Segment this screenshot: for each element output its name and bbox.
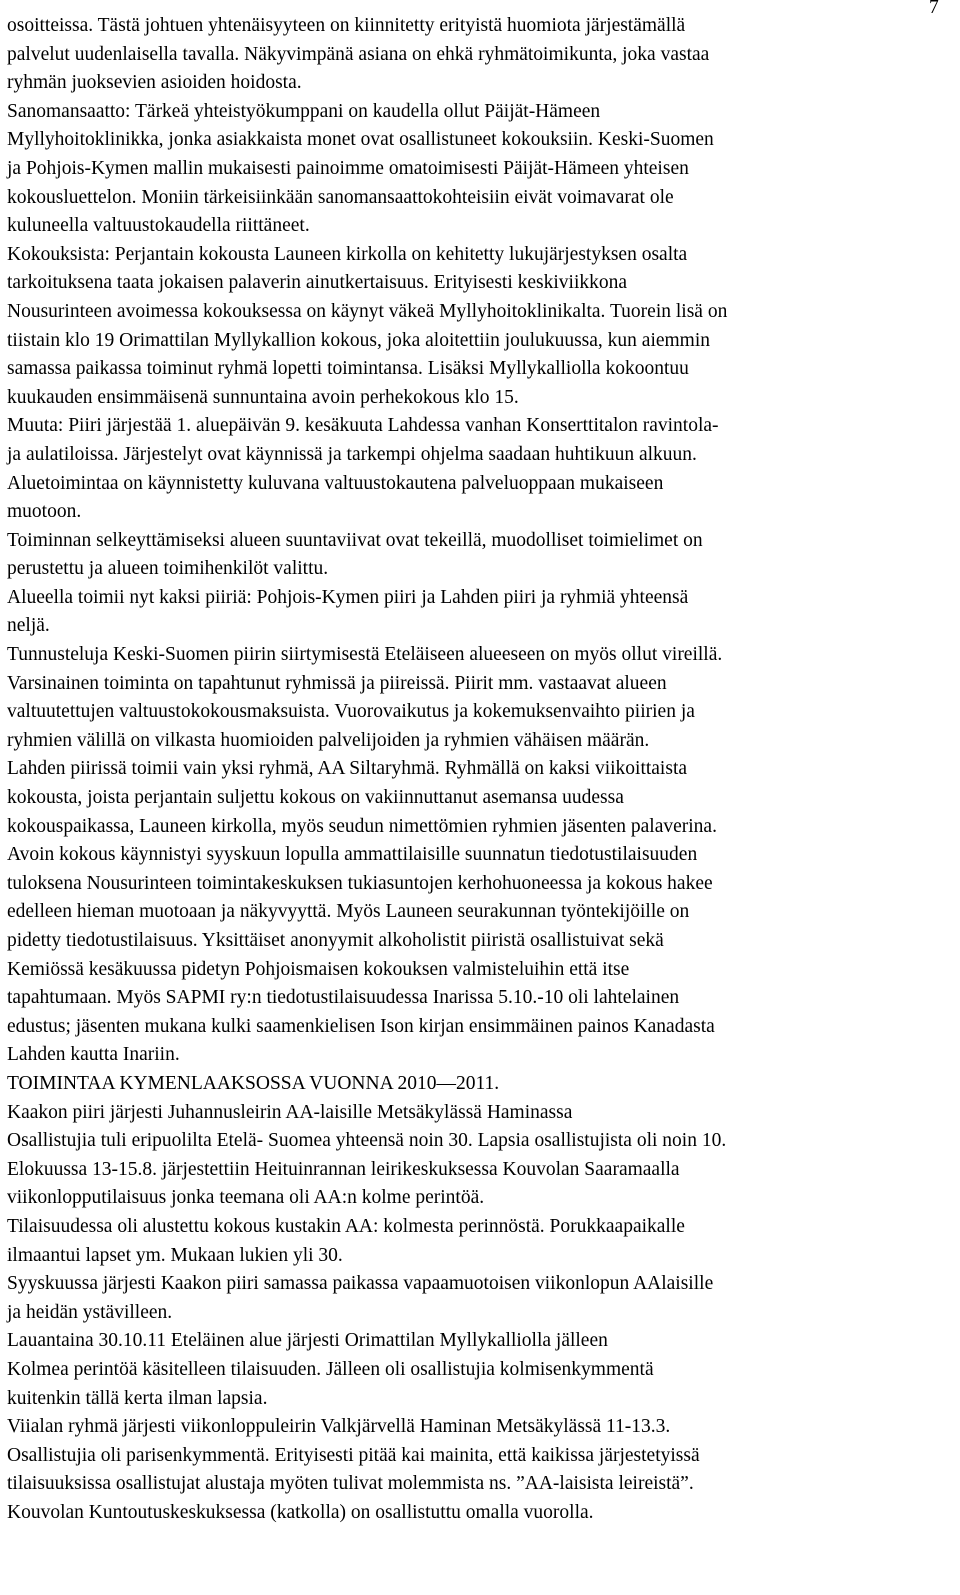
text-line: muotoon. <box>7 501 82 523</box>
text-line: Tilaisuudessa oli alustettu kokous kustakin AA: kolmesta perinnöstä. Porukkaapaikalle <box>7 1215 685 1237</box>
text-line: Osallistujia oli parisenkymmentä. Erityisesti pitää kai mainita, että kaikissa järjestetyissä <box>7 1444 700 1466</box>
text-line: palvelut uudenlaisella tavalla. Näkyvimpänä asiana on ehkä ryhmätoimikunta, joka vastaa <box>7 43 710 65</box>
text-line: Nousurinteen avoimessa kokouksessa on käynyt väkeä Myllyhoitoklinikalta. Tuorein lisä on <box>7 300 728 322</box>
text-line: viikonlopputilaisuus jonka teemana oli AA:n kolme perintöä. <box>7 1187 485 1209</box>
text-line: Aluetoimintaa on käynnistetty kuluvana valtuustokautena palveluoppaan mukaiseen <box>7 472 664 494</box>
text-line: samassa paikassa toiminut ryhmä lopetti toimintansa. Lisäksi Myllykalliolla kokoontuu <box>7 358 689 380</box>
text-line: Lahden piirissä toimii vain yksi ryhmä, AA Siltaryhmä. Ryhmällä on kaksi viikoittaista <box>7 758 688 780</box>
text-line: osoitteissa. Tästä johtuen yhtenäisyyteen on kiinnitetty erityistä huomiota järjestämällä <box>7 15 686 36</box>
text-line: tapahtumaan. Myös SAPMI ry:n tiedotustilaisuudessa Inarissa 5.10.-10 oli lahtelainen <box>7 987 680 1009</box>
text-line: Kolmea perintöä käsitelleen tilaisuuden. Jälleen oli osallistujia kolmisenkymmentä <box>7 1358 654 1380</box>
text-line: Toiminnan selkeyttämiseksi alueen suuntaviivat ovat tekeillä, muodolliset toimielimet on <box>7 529 703 551</box>
text-line: tuloksena Nousurinteen toimintakeskuksen tukiasuntojen kerhohuoneessa ja kokous hakee <box>7 872 713 894</box>
text-line: pidetty tiedotustilaisuus. Yksittäiset anonyymit alkoholistit piiristä osallistuivat sekä <box>7 930 664 951</box>
text-line: Lauantaina 30.10.11 Eteläinen alue järjesti Orimattilan Myllykalliolla jälleen <box>7 1330 608 1352</box>
text-line: valtuutettujen valtuustokokousmaksuista. Vuorovaikutus ja kokemuksenvaihto piirien ja <box>7 701 695 723</box>
text-line: Varsinainen toiminta on tapahtunut ryhmissä ja piireissä. Piirit mm. vastaavat alueen <box>7 672 667 694</box>
text-line: edelleen hieman muotoaan ja näkyvyyttä. Myös Launeen seurakunnan työntekijöille on <box>7 901 690 923</box>
text-line: ryhmän juoksevien asioiden hoidosta. <box>7 72 302 94</box>
text-line: tiistain klo 19 Orimattilan Myllykallion kokous, joka aloitettiin joulukuussa, kun aiemmin <box>7 329 711 351</box>
text-line: Kaakon piiri järjesti Juhannusleirin AA-laisille Metsäkylässä Haminassa <box>7 1101 573 1123</box>
text-line: Sanomansaatto: Tärkeä yhteistyökumppani on kaudella ollut Päijät-Hämeen <box>7 100 601 122</box>
document-body <box>7 12 727 1527</box>
text-line: Tunnusteluja Keski-Suomen piirin siirtymisestä Eteläiseen alueeseen on myös ollut vireillä. <box>7 644 723 666</box>
text-line: kokousluettelon. Moniin tärkeisiinkään sanomansaattokohteisiin eivät voimavarat ole <box>7 186 674 208</box>
text-line: perustettu ja alueen toimihenkilöt valittu. <box>7 558 329 580</box>
text-line: ilmaantui lapset ym. Mukaan lukien yli 30. <box>7 1244 343 1266</box>
text-line: ja heidän ystävilleen. <box>7 1301 173 1323</box>
text-line: ja aulatiloissa. Järjestelyt ovat käynnissä ja tarkempi ohjelma saadaan huhtikuun alkuun. <box>7 443 697 465</box>
text-line: edustus; jäsenten mukana kulki saamenkielisen Ison kirjan ensimmäinen painos Kanadasta <box>7 1015 715 1037</box>
text-line: kuluneella valtuustokaudella riittäneet. <box>7 215 310 237</box>
text-line: Muuta: Piiri järjestää 1. aluepäivän 9. kesäkuuta Lahdessa vanhan Konserttitalon ravintola- <box>7 415 719 437</box>
text-line: Lahden kautta Inariin. <box>7 1044 180 1066</box>
text-line: tarkoituksena taata jokaisen palaverin ainutkertaisuus. Erityisesti keskiviikkona <box>7 272 628 294</box>
text-line: Osallistujia tuli eripuolilta Etelä- Suomea yhteensä noin 30. Lapsia osallistujista oli noin 10. <box>7 1130 727 1152</box>
text-line: Elokuussa 13-15.8. järjestettiin Heituinrannan leirikeskuksessa Kouvolan Saaramaalla <box>7 1158 680 1180</box>
text-line: tilaisuuksissa osallistujat alustaja myöten tulivat molemmista ns. ”AA-laisista leireistä”. <box>7 1473 694 1495</box>
text-line: kokouspaikassa, Launeen kirkolla, myös seudun nimettömien ryhmien jäsenten palaverina. <box>7 815 717 837</box>
text-line: kokousta, joista perjantain suljettu kokous on vakiinnuttanut asemansa uudessa <box>7 787 624 809</box>
page-number: 7 <box>929 0 939 18</box>
text-line: ryhmien välillä on vilkasta huomioiden palvelijoiden ja ryhmien vähäisen määrän. <box>7 729 650 751</box>
text-line: Avoin kokous käynnistyi syyskuun lopulla ammattilaisille suunnatun tiedotustilaisuuden <box>7 844 698 866</box>
text-line: kuukauden ensimmäisenä sunnuntaina avoin perhekokous klo 15. <box>7 386 519 408</box>
text-line: kuitenkin tällä kerta ilman lapsia. <box>7 1387 268 1409</box>
text-line: Syyskuussa järjesti Kaakon piiri samassa paikassa vapaamuotoisen viikonlopun AAlaisille <box>7 1273 714 1295</box>
text-line: Myllyhoitoklinikka, jonka asiakkaista monet ovat osallistuneet kokouksiin. Keski-Suomen <box>7 129 714 151</box>
text-line: Viialan ryhmä järjesti viikonloppuleirin Valkjärvellä Haminan Metsäkylässä 11-13.3. <box>7 1416 671 1438</box>
text-line: ja Pohjois-Kymen mallin mukaisesti painoimme omatoimisesti Päijät-Hämeen yhteisen <box>7 157 689 179</box>
text-line: Kemiössä kesäkuussa pidetyn Pohjoismaisen kokouksen valmisteluihin että itse <box>7 958 630 980</box>
text-line: neljä. <box>7 615 50 637</box>
text-line: Alueella toimii nyt kaksi piiriä: Pohjois-Kymen piiri ja Lahden piiri ja ryhmiä yhteensä <box>7 586 689 608</box>
text-line: TOIMINTAA KYMENLAAKSOSSA VUONNA 2010—2011. <box>7 1072 500 1094</box>
text-line: Kokouksista: Perjantain kokousta Launeen kirkolla on kehitetty lukujärjestyksen osalta <box>7 243 688 265</box>
text-line: Kouvolan Kuntoutuskeskuksessa (katkolla) on osallistuttu omalla vuorolla. <box>7 1501 594 1523</box>
